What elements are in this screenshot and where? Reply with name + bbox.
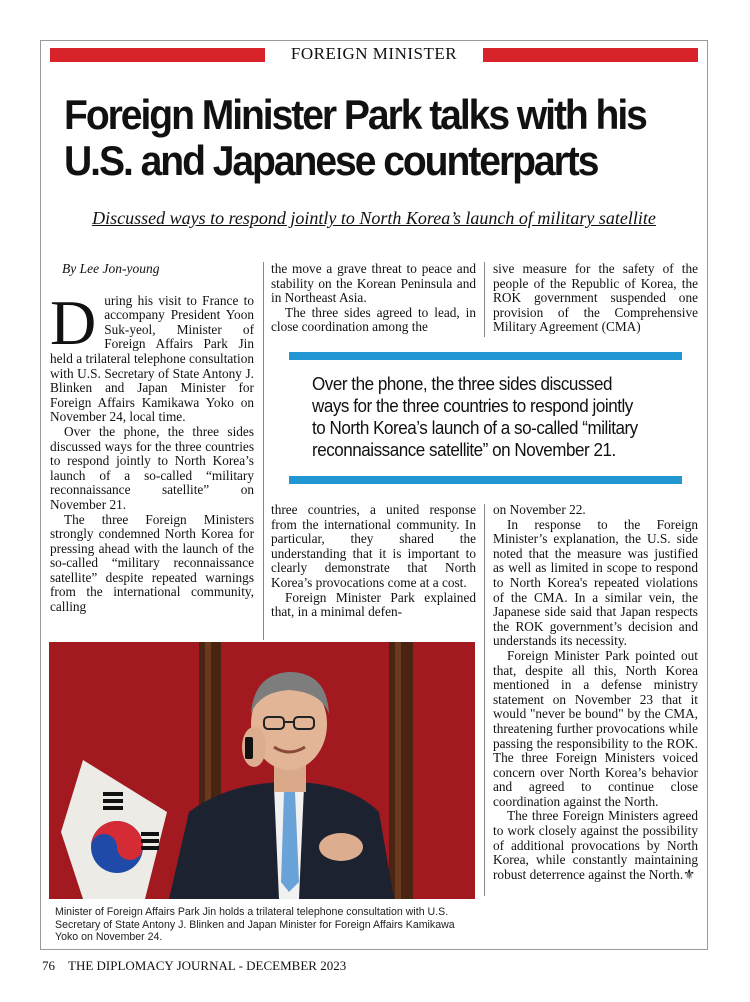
end-mark-icon: ⚜	[683, 866, 696, 882]
column-divider	[484, 262, 485, 337]
headline-line-1: Foreign Minister Park talks with his	[64, 91, 646, 138]
paragraph: the move a grave threat to peace and stability on the Korean Peninsula and in Northeast Asia.	[271, 261, 476, 306]
page-number: 76	[42, 958, 55, 973]
paragraph: Foreign Minister Park pointed out that, despite all this, North Korea mentioned in a defense ministry statement on November 23 that it would "never be bound" by the CMA, threatening further provocations while passing the responsibility to the ROK. The three Foreign Ministers voiced concern over North Korea’s behavior and agreed to continue close coordination against the North.	[493, 647, 698, 809]
article-column-2-bottom	[271, 503, 476, 620]
byline: By Lee Jon-young	[62, 261, 160, 276]
paragraph: sive measure for the safety of the people of the Republic of Korea, the ROK government suspended one provision of the Comprehensive Military Agreement (CMA)	[493, 261, 698, 335]
paragraph: During his visit to France to accompany President Yoon Suk-yeol, Minister of Foreign Affairs Park Jin held a trilateral telephone consultation with U.S. Secretary of State Antony J. Blinken and Japan Minister for Foreign Affairs Kamikawa Yoko on November 24, local time.	[50, 286, 254, 425]
headline-line-2: U.S. and Japanese counterparts	[64, 137, 598, 184]
article-column-1	[50, 262, 254, 615]
photo-caption: Minister of Foreign Affairs Park Jin holds a trilateral telephone consultation with U.S. Secretary of State Antony J. Blinken and Japan Minister for Foreign Affairs Kamikawa Yoko on November 24.	[55, 906, 455, 944]
pullquote-bar-top	[289, 352, 682, 360]
paragraph: In response to the Foreign Minister’s explanation, the U.S. side noted that the measure was justified as well as limited in scope to respond to North Korea's repeated violations of the CMA. In a similar vein, the Japanese side said that Japan respects the ROK government’s decision and understands its necessity.	[493, 516, 698, 649]
article-column-2-top	[271, 262, 476, 335]
subhead: Discussed ways to respond jointly to North Korea’s launch of military satellite	[92, 208, 656, 228]
section-label: FOREIGN MINISTER	[290, 44, 458, 63]
paragraph: three countries, a united response from the international community. In particular, they shared the understanding that it is important to clearly demonstrate that North Korea’s provocations come at a cost.	[271, 502, 476, 590]
pullquote: Over the phone, the three sides discussed ways for the three countries to respond jointly to North Korea’s launch of a so-called “military reconnaissance satellite” on November 21.	[312, 373, 638, 460]
article-column-3-top	[493, 262, 698, 335]
section-bar-right	[483, 48, 698, 62]
headline	[64, 92, 704, 184]
article-photo	[49, 642, 475, 899]
article-column-3-bottom	[493, 503, 698, 882]
paragraph: on November 22.	[493, 502, 586, 517]
paragraph: Over the phone, the three sides discussed ways for the three countries to respond jointly to North Korea’s launch of a so-called “military reconnaissance satellite” on November 21.	[50, 423, 254, 512]
page-footer	[42, 958, 346, 974]
photo-illustration	[49, 642, 475, 899]
section-bar-left	[50, 48, 265, 62]
paragraph: The three sides agreed to lead, in close coordination among the	[271, 304, 476, 335]
paragraph: Foreign Minister Park explained that, in a minimal defen-	[271, 589, 476, 620]
column-divider	[263, 262, 264, 640]
drop-cap: D	[50, 286, 97, 358]
column-divider	[484, 504, 485, 896]
pullquote-bar-bottom	[289, 476, 682, 484]
paragraph: The three Foreign Ministers agreed to work closely against the possibility of additional provocations by North Korea, while constantly maintaining robust deterrence against the North.⚜	[493, 808, 698, 882]
journal-name: THE DIPLOMACY JOURNAL - DECEMBER 2023	[68, 958, 347, 973]
paragraph: The three Foreign Ministers strongly condemned North Korea for pressing ahead with the launch of the so-called “military reconnaissance satellite” despite repeated warnings from the international community, calling	[50, 511, 254, 615]
